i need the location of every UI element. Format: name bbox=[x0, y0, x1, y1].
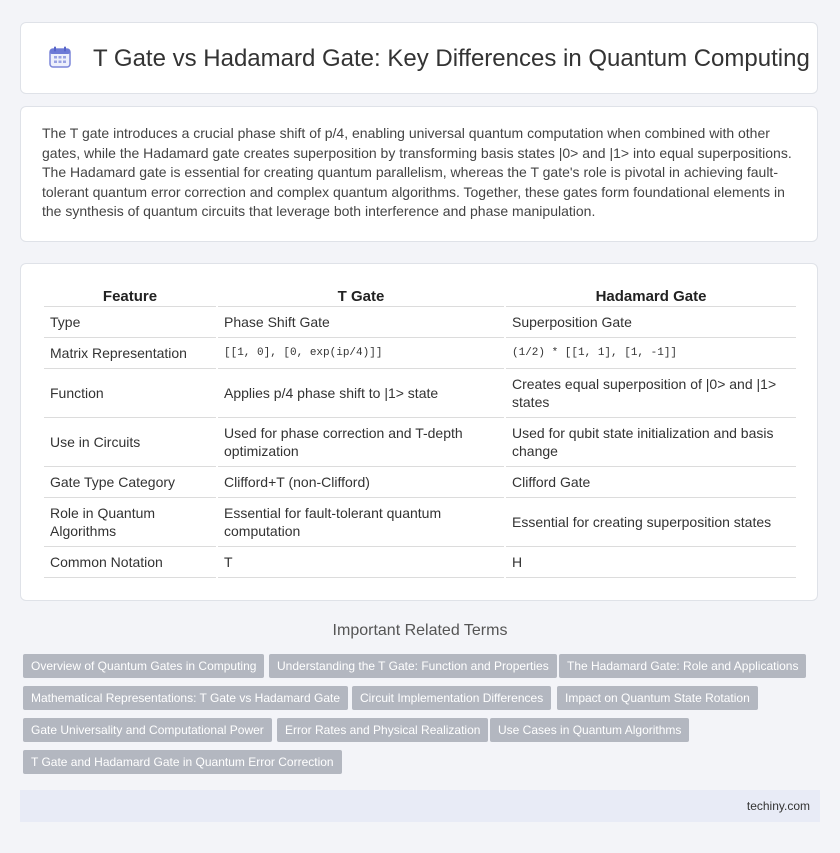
page-title: T Gate vs Hadamard Gate: Key Differences in Quantum Computing bbox=[93, 45, 810, 72]
intro-card bbox=[20, 106, 818, 242]
feature-cell: Use in Circuits bbox=[44, 418, 216, 467]
hadamard-gate-cell: Clifford Gate bbox=[506, 467, 796, 498]
related-term-tag[interactable]: Gate Universality and Computational Power bbox=[23, 718, 272, 742]
related-term-tag[interactable]: Impact on Quantum State Rotation bbox=[557, 686, 758, 710]
table-header-row bbox=[44, 284, 796, 307]
table-row bbox=[44, 498, 796, 547]
column-header-feature: Feature bbox=[44, 284, 216, 307]
table-row bbox=[44, 369, 796, 418]
t-gate-cell: Applies p/4 phase shift to |1> state bbox=[218, 369, 504, 418]
related-terms-title: Important Related Terms bbox=[332, 622, 508, 639]
related-term-tag[interactable]: Use Cases in Quantum Algorithms bbox=[490, 718, 689, 742]
t-gate-cell: Essential for fault-tolerant quantum computation bbox=[218, 498, 504, 547]
feature-cell: Common Notation bbox=[44, 547, 216, 578]
comparison-card bbox=[20, 263, 818, 601]
footer bbox=[20, 790, 820, 822]
column-header-t-gate: T Gate bbox=[218, 284, 504, 307]
intro-text: The T gate introduces a crucial phase shift of p/4, enabling universal quantum computation when combined with other gates, while the Hadamard gate creates superposition by transforming basis states |0> and |1> into equal superpositions. The Hadamard gate is essential for creating quantum parallelism, whereas the T gate's role is pivotal in achieving fault-tolerant quantum error correction and complex quantum algorithms. Together, these gates form foundational elements in the synthesis of quantum circuits that leverage both interference and phase manipulation. bbox=[42, 125, 792, 220]
feature-cell: Role in Quantum Algorithms bbox=[44, 498, 216, 547]
hadamard-gate-cell: Creates equal superposition of |0> and |1> states bbox=[506, 369, 796, 418]
feature-cell: Function bbox=[44, 369, 216, 418]
related-term-tag[interactable]: Mathematical Representations: T Gate vs Hadamard Gate bbox=[23, 686, 348, 710]
related-term-tag[interactable]: Overview of Quantum Gates in Computing bbox=[23, 654, 264, 678]
related-term-tag[interactable]: T Gate and Hadamard Gate in Quantum Error Correction bbox=[23, 750, 342, 774]
feature-cell: Type bbox=[44, 307, 216, 338]
hadamard-gate-cell: H bbox=[506, 547, 796, 578]
hadamard-gate-cell: (1/2) * [[1, 1], [1, -1]] bbox=[506, 338, 796, 369]
table-row bbox=[44, 338, 796, 369]
t-gate-cell: Used for phase correction and T-depth optimization bbox=[218, 418, 504, 467]
t-gate-cell: Clifford+T (non-Clifford) bbox=[218, 467, 504, 498]
hadamard-gate-cell: Superposition Gate bbox=[506, 307, 796, 338]
footer-brand: techiny.com bbox=[746, 799, 810, 813]
related-term-tag[interactable]: Understanding the T Gate: Function and Properties bbox=[269, 654, 557, 678]
table-row bbox=[44, 307, 796, 338]
hadamard-gate-cell: Used for qubit state initialization and basis change bbox=[506, 418, 796, 467]
comparison-table bbox=[42, 284, 798, 578]
table-row bbox=[44, 547, 796, 578]
calendar-icon bbox=[48, 45, 72, 69]
related-term-tag[interactable]: The Hadamard Gate: Role and Applications bbox=[559, 654, 806, 678]
table-row bbox=[44, 418, 796, 467]
header-card bbox=[20, 22, 818, 94]
related-term-tag[interactable]: Circuit Implementation Differences bbox=[352, 686, 551, 710]
column-header-hadamard-gate: Hadamard Gate bbox=[506, 284, 796, 307]
t-gate-cell: [[1, 0], [0, exp(ip/4)]] bbox=[218, 338, 504, 369]
feature-cell: Gate Type Category bbox=[44, 467, 216, 498]
t-gate-cell: Phase Shift Gate bbox=[218, 307, 504, 338]
related-term-tag[interactable]: Error Rates and Physical Realization bbox=[277, 718, 488, 742]
t-gate-cell: T bbox=[218, 547, 504, 578]
hadamard-gate-cell: Essential for creating superposition states bbox=[506, 498, 796, 547]
table-row bbox=[44, 467, 796, 498]
feature-cell: Matrix Representation bbox=[44, 338, 216, 369]
